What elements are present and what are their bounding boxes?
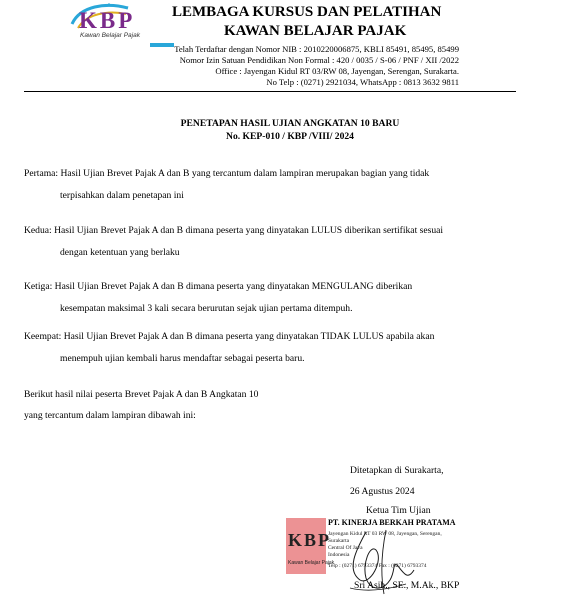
header-accent-line <box>150 43 174 47</box>
org-name-line1: LEMBAGA KURSUS DAN PELATIHAN <box>172 4 442 20</box>
paragraph-second-line: menempuh ujian kembali harus mendaftar sebagai peserta baru. <box>60 353 305 364</box>
stamp-company-name: PT. KINERJA BERKAH PRATAMA <box>328 518 456 527</box>
paragraph-first-line: Kedua: Hasil Ujian Brevet Pajak A dan B dimana peserta yang dinyatakan LULUS diberikan sertifikat sesuai <box>24 225 444 236</box>
header-divider <box>24 91 516 92</box>
paragraph-first-line: Pertama: Hasil Ujian Brevet Pajak A dan B yang tercantum dalam lampiran merupakan bagian yang tidak <box>24 168 430 179</box>
signature-place: Ditetapkan di Surakarta, <box>350 465 444 476</box>
paragraph-kedua <box>24 220 516 264</box>
stamp-logo-text: KBP <box>288 530 332 550</box>
document-title: PENETAPAN HASIL UJIAN ANGKATAN 10 BARU <box>180 118 400 129</box>
paragraph-keempat <box>24 326 516 370</box>
kbp-logo <box>66 2 158 42</box>
closing-line2: yang tercantum dalam lampiran dibawah ini: <box>24 410 196 421</box>
paragraph-first-line: Keempat: Hasil Ujian Brevet Pajak A dan B dimana peserta yang dinyatakan TIDAK LULUS apabila akan <box>24 331 435 342</box>
paragraph-first-line: Ketiga: Hasil Ujian Brevet Pajak A dan B dimana peserta yang dinyatakan MENGULANG diberikan <box>24 281 413 292</box>
signature-date: 26 Agustus 2024 <box>350 486 415 497</box>
document-number: No. KEP-010 / KBP /VIII/ 2024 <box>226 131 354 142</box>
paragraph-pertama <box>24 163 516 207</box>
org-name-line2: KAWAN BELAJAR PAJAK <box>224 23 407 39</box>
stamp-address-line: Central Of Java <box>328 545 363 551</box>
paragraph-ketiga <box>24 276 516 320</box>
paragraph-second-line: dengan ketentuan yang berlaku <box>60 247 180 258</box>
license-line: Nomor Izin Satuan Pendidikan Non Formal : 420 / 0035 / S-06 / PNF / XII /2022 <box>179 55 459 65</box>
signatory-name: Sri Asih., SE., M.Ak., BKP <box>354 580 460 591</box>
stamp-address-line: Indonesia <box>328 552 350 558</box>
stamp-address-line: Jayengan Kidul RT 03 RW 08, Jayengan, Serengan, <box>328 531 442 537</box>
registration-line: Telah Terdaftar dengan Nomor NIB : 2010220006875, KBLI 85491, 85495, 85499 <box>174 44 459 54</box>
stamp-phone-line: Telp : (0271) 6793374 Fax : (0271) 6793374 <box>328 563 427 569</box>
office-line: Office : Jayengan Kidul RT 03/RW 08, Jayengan, Serengan, Surakarta. <box>215 66 459 76</box>
logo-text: KBP <box>79 8 136 33</box>
paragraph-second-line: terpisahkan dalam penetapan ini <box>60 190 184 201</box>
signature-role: Ketua Tim Ujian <box>366 505 431 516</box>
stamp-address-line: Surakarta <box>328 538 350 544</box>
closing-line1: Berikut hasil nilai peserta Brevet Pajak A dan B Angkatan 10 <box>24 389 259 400</box>
phone-line: No Telp : (0271) 2921034, WhatsApp : 0813 3632 9811 <box>266 77 459 87</box>
logo-subtitle: Kawan Belajar Pajak <box>80 32 140 39</box>
paragraph-second-line: kesempatan maksimal 3 kali secara berurutan sejak ujian pertama ditempuh. <box>60 303 353 314</box>
stamp-logo-subtitle: Kawan Belajar Pajak <box>288 560 335 566</box>
